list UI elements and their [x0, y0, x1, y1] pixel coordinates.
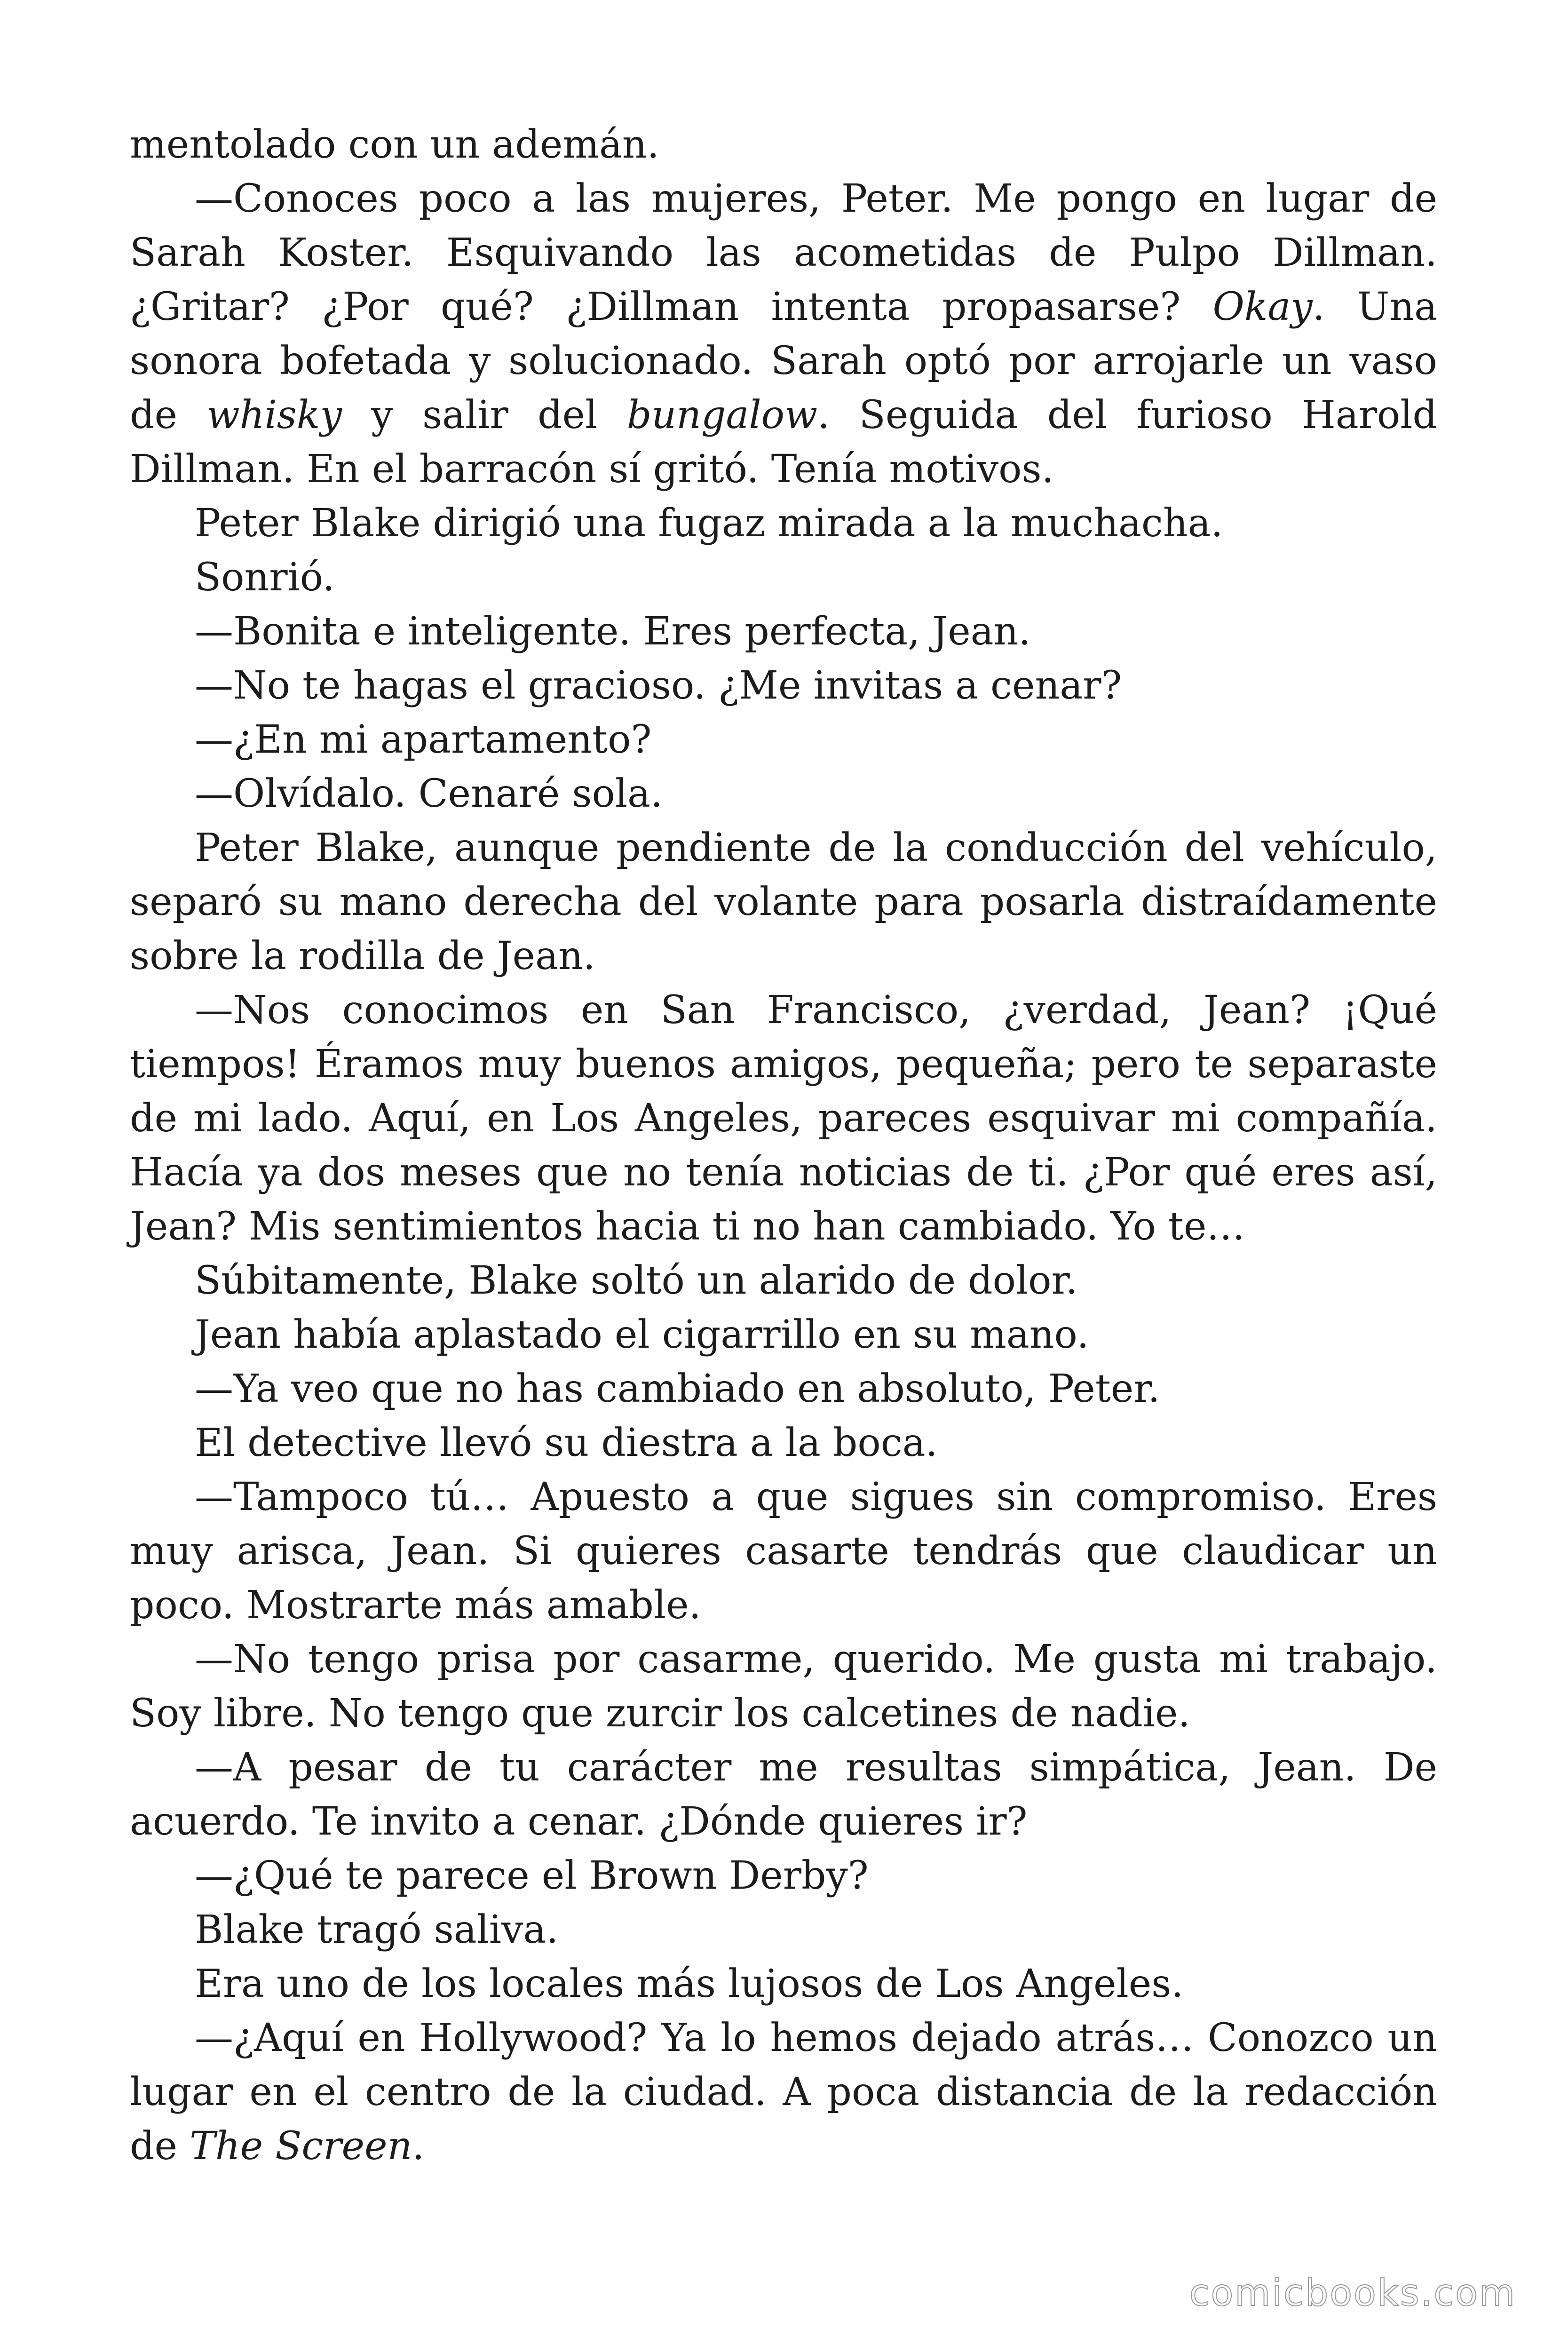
- paragraph: —Ya veo que no has cambiado en absoluto, Peter.: [195, 1367, 1160, 1411]
- paragraph: Peter Blake, aunque pendiente de la conducción del vehículo, separó su mano derecha del volante para posarla distraídamente sobre la rodilla de Jean.: [130, 826, 1437, 978]
- italic-text: Okay: [1212, 285, 1313, 329]
- paragraph: Sonrió.: [195, 555, 335, 600]
- watermark: comicbooks.com: [1189, 2272, 1516, 2314]
- paragraph: —Nos conocimos en San Francisco, ¿verdad, Jean? ¡Qué tiempos! Éramos muy buenos amigos, pequeña; pero te separaste de mi lado. Aquí, en Los Angeles, pareces esquivar mi compañía. Hacía ya dos meses que no tenía noticias de ti. ¿Por qué eres así, Jean? Mis sentimientos hacia ti no han cambiado. Yo te…: [130, 988, 1437, 1249]
- paragraph: —Tampoco tú… Apuesto a que sigues sin compromiso. Eres muy arisca, Jean. Si quieres casarte tendrás que claudicar un poco. Mostrarte más amable.: [130, 1475, 1437, 1628]
- paragraph: —¿Qué te parece el Brown Derby?: [195, 1853, 869, 1898]
- paragraph: mentolado con un ademán.: [130, 122, 659, 167]
- italic-text: bungalow: [626, 393, 818, 437]
- paragraph: Peter Blake dirigió una fugaz mirada a la muchacha.: [195, 501, 1223, 546]
- italic-text: The Screen: [190, 2124, 412, 2169]
- paragraph: —Conoces poco a las mujeres, Peter. Me pongo en lugar de Sarah Koster. Esquivando las acometidas de Pulpo Dillman. ¿Gritar? ¿Por qué? ¿Dillman intenta propasarse? Okay. Una sonora bofetada y solucionado. Sarah optó por arrojarle un vaso de whisky y salir del bungalow. Seguida del furioso Harold Dillman. En el barracón sí gritó. Tenía motivos.: [130, 176, 1438, 492]
- paragraph: —A pesar de tu carácter me resultas simpática, Jean. De acuerdo. Te invito a cenar. ¿Dónde quieres ir?: [130, 1745, 1437, 1844]
- paragraph: —Olvídalo. Cenaré sola.: [195, 771, 663, 816]
- italic-text: whisky: [206, 393, 342, 437]
- paragraph: —No tengo prisa por casarme, querido. Me gusta mi trabajo. Soy libre. No tengo que zurcir los calcetines de nadie.: [130, 1637, 1437, 1736]
- paragraph: —No te hagas el gracioso. ¿Me invitas a cenar?: [195, 663, 1122, 708]
- paragraph: —¿Aquí en Hollywood? Ya lo hemos dejado atrás… Conozco un lugar en el centro de la ciudad. A poca distancia de la redacción de The Screen.: [130, 2016, 1437, 2169]
- paragraph: Jean había aplastado el cigarrillo en su mano.: [195, 1312, 1089, 1357]
- paragraph: —¿En mi apartamento?: [195, 717, 652, 762]
- paragraph: —Bonita e inteligente. Eres perfecta, Jean.: [195, 609, 1031, 654]
- paragraph: Era uno de los locales más lujosos de Los Angeles.: [195, 1962, 1184, 2006]
- paragraph: El detective llevó su diestra a la boca.: [195, 1421, 938, 1465]
- paragraph: Súbitamente, Blake soltó un alarido de dolor.: [195, 1258, 1078, 1303]
- paragraph: Blake tragó saliva.: [195, 1907, 559, 1952]
- book-page-text: [130, 118, 1437, 2173]
